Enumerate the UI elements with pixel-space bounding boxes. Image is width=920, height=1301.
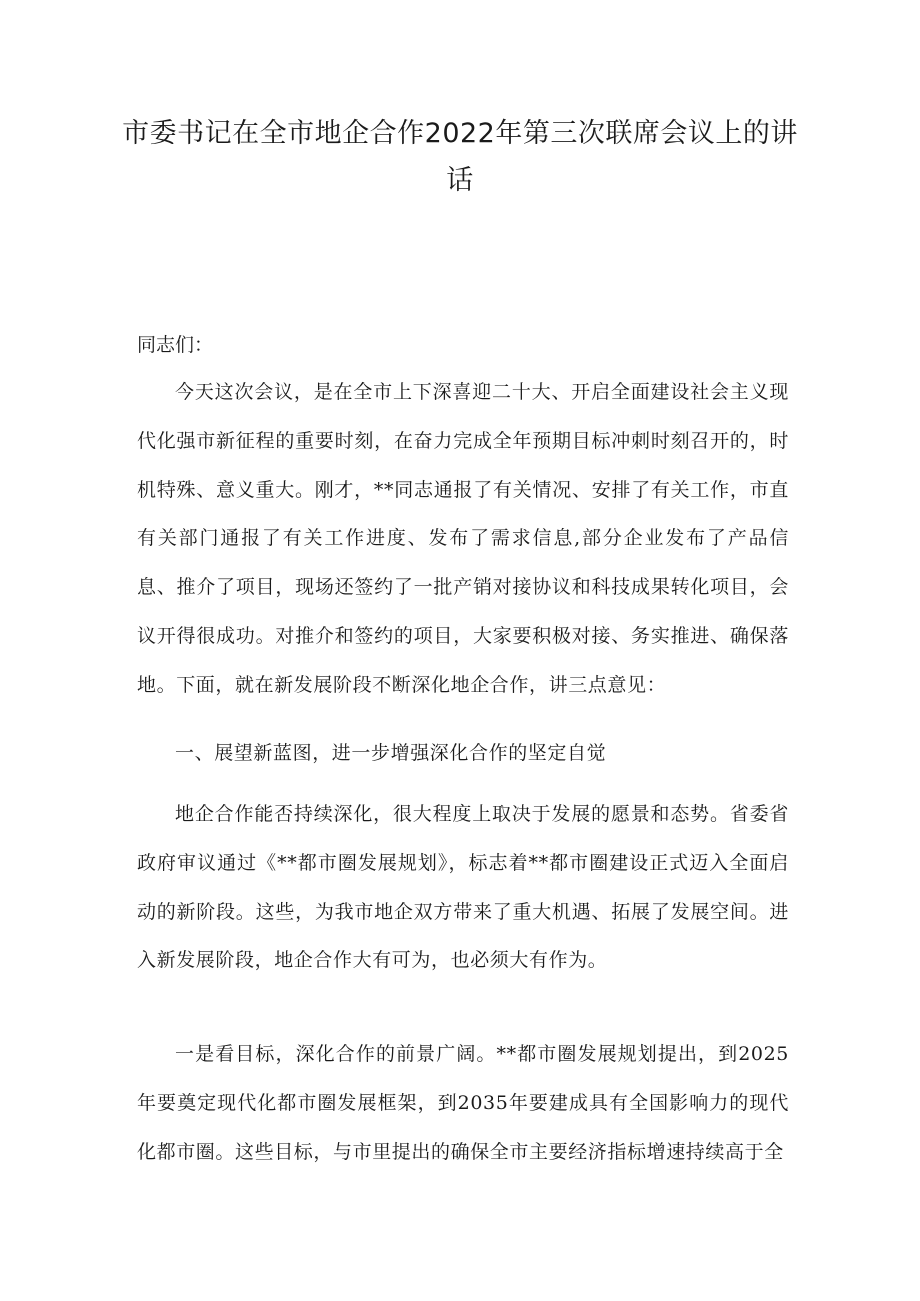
body-paragraph-2: 地企合作能否持续深化，很大程度上取决于发展的愿景和态势。省委省政府审议通过《**都市圈发展规划》，标志着**都市圈建设正式迈入全面启动的新阶段。这些，为我市地企双方带来了重大机遇、拓展了发展空间。进入新发展阶段，地企合作大有可为，也必须大有作为。: [137, 803, 789, 972]
document-title: 市委书记在全市地企合作2022年第三次联席会议上的讲话: [122, 118, 798, 196]
salutation: 同志们：: [137, 334, 214, 356]
body-paragraph-1: 今天这次会议，是在全市上下深喜迎二十大、开启全面建设社会主义现代化强市新征程的重要时刻，在奋力完成全年预期目标冲刺时刻召开的，时机特殊、意义重大。刚才，**同志通报了有关情况、安排了有关工作，市直有关部门通报了有关工作进度、发布了需求信息,部分企业发布了产品信息、推介了项目，现场还签约了一批产销对接协议和科技成果转化项目，会议开得很成功。对推介和签约的项目，大家要积极对接、务实推进、确保落地。下面，就在新发展阶段不断深化地企合作，讲三点意见：: [137, 381, 789, 696]
body-paragraph-3: 一是看目标，深化合作的前景广阔。**都市圈发展规划提出，到2025年要奠定现代化都市圈发展框架，到2035年要建成具有全国影响力的现代化都市圈。这些目标，与市里提出的确保全市主要经济指标增速持续高于全: [137, 1043, 789, 1163]
section-heading-1: 一、展望新蓝图，进一步增强深化合作的坚定自觉: [175, 742, 607, 764]
